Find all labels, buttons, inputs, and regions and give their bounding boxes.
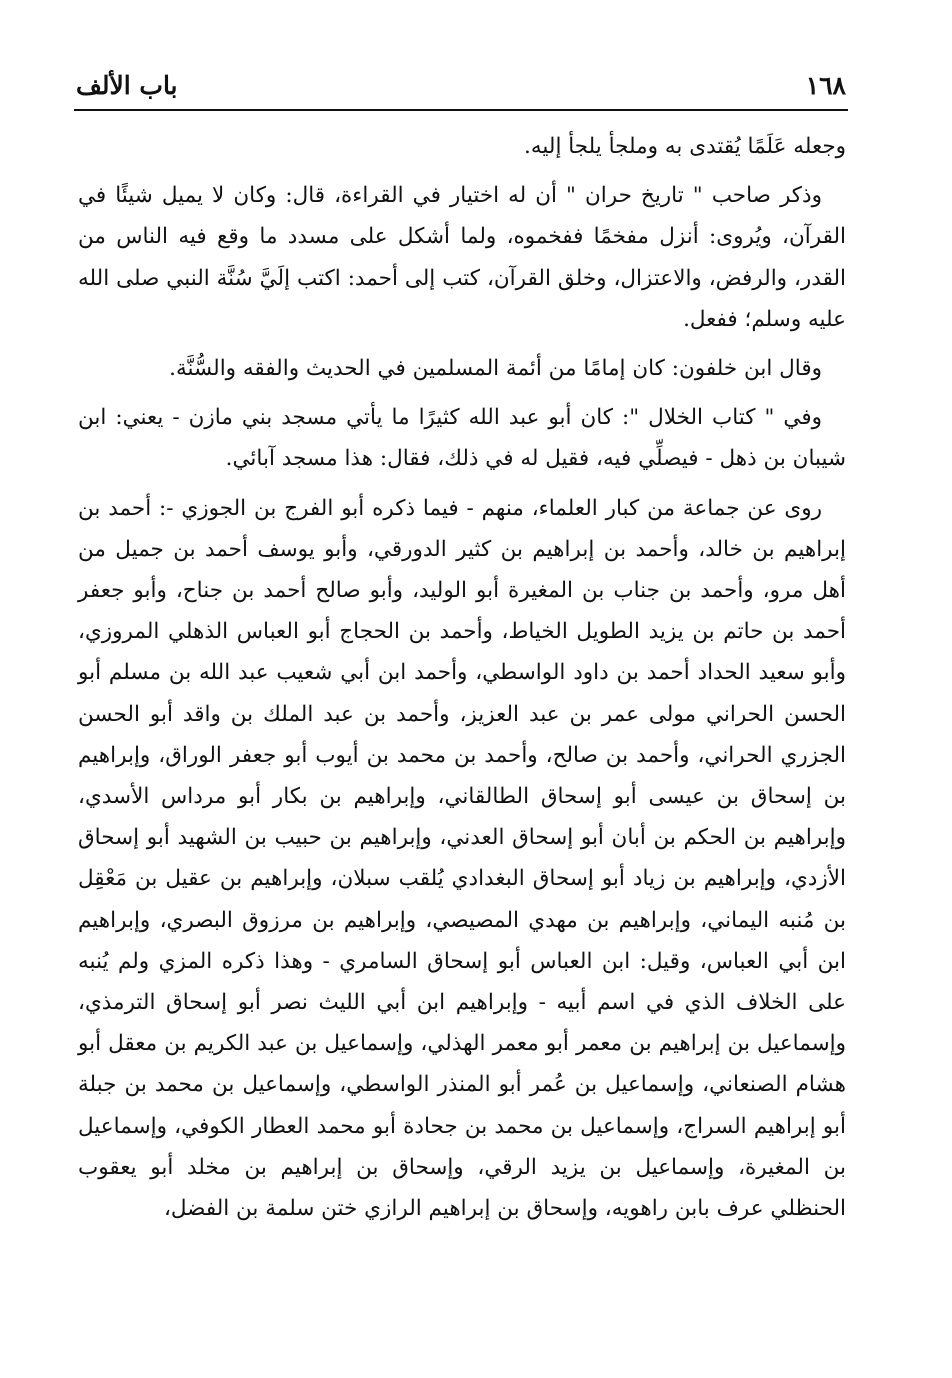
paragraph: وقال ابن خلفون: كان إمامًا من أئمة المسلمين في الحديث والفقه والسُّنَّة.: [169, 356, 822, 382]
page-header: [76, 66, 846, 106]
chapter-title: باب الألف: [76, 71, 178, 100]
page-number: ١٦٨: [805, 71, 846, 100]
page-body: [78, 126, 846, 1237]
paragraph: وجعله عَلَمًا يُقتدى به وملجأ يلجأ إليه.: [524, 134, 846, 159]
paragraph: وفي " كتاب الخلال ": كان أبو عبد الله كثيرًا ما يأتي مسجد بني مازن - يعني: ابن شيبان بن ذهل - فيصلِّي فيه، فقيل له في ذلك، فقال: هذا مسجد آبائي.: [78, 405, 846, 472]
paragraph: روى عن جماعة من كبار العلماء، منهم - فيما ذكره أبو الفرج بن الجوزي -: أحمد بن إبراهيم بن خالد، وأحمد بن إبراهيم بن كثير الدورقي، وأبو يوسف أحمد بن جميل من أهل مرو، وأحمد بن جناب بن المغيرة أبو الوليد، وأبو صالح أحمد بن جناح، وأبو جعفر أحمد بن حاتم بن يزيد الطويل الخياط، وأحمد بن الحجاج أبو العباس الذهلي المروزي، وأبو سعيد الحداد أحمد بن داود الواسطي، وأحمد ابن أبي شعيب عبد الله بن مسلم أبو الحسن الحراني مولى عمر بن عبد العزيز، وأحمد بن عبد الملك بن واقد أبو الحسن الجزري الحراني، وأحمد بن صالح، وأحمد بن محمد بن أيوب أبو جعفر الوراق، وإبراهيم بن إسحاق بن عيسى أبو إسحاق الطالقاني، وإبراهيم بن بكار أبو مرداس الأسدي، وإبراهيم بن الحكم بن أبان أبو إسحاق العدني، وإبراهيم بن حبيب بن الشهيد أبو إسحاق الأزدي، وإبراهيم بن زياد أبو إسحاق البغدادي يُلقب سبلان، وإبراهيم بن عقيل بن مَعْقِل بن مُنبه اليماني، وإبراهيم بن مهدي المصيصي، وإبراهيم بن مرزوق البصري، وإبراهيم ابن أبي العباس، وقيل: ابن العباس أبو إسحاق السامري - وهذا ذكره المزي ولم يُنبه على الخلاف الذي في اسم أبيه - وإبراهيم ابن أبي الليث نصر أبو إسحاق الترمذي، وإسماعيل بن إبراهيم بن معمر أبو معمر الهذلي، وإسماعيل بن عبد الكريم بن معقل أبو هشام الصنعاني، وإسماعيل بن عُمر أبو المنذر الواسطي، وإسماعيل بن محمد بن جبلة أبو إبراهيم السراج، وإسماعيل بن محمد بن جحادة أبو محمد العطار الكوفي، وإسماعيل بن المغيرة، وإسماعيل بن يزيد الرقي، وإسحاق بن إبراهيم بن مخلد أبو يعقوب الحنظلي عرف بابن راهويه، وإسحاق بن إبراهيم الرازي ختن سلمة بن الفضل،: [78, 495, 846, 1222]
header-divider: [74, 109, 848, 111]
paragraph: وذكر صاحب " تاريخ حران " أن له اختيار في القراءة، قال: وكان لا يميل شيئًا في القرآن، ويُروى: أنزل مفخمًا ففخموه، ولما أشكل على مسدد ما وقع فيه الناس من القدر، والرفض، والاعتزال، وخلق القرآن، كتب إلى أحمد: اكتب إلَيَّ سُنَّة النبي صلى الله عليه وسلم؛ ففعل.: [78, 183, 846, 332]
